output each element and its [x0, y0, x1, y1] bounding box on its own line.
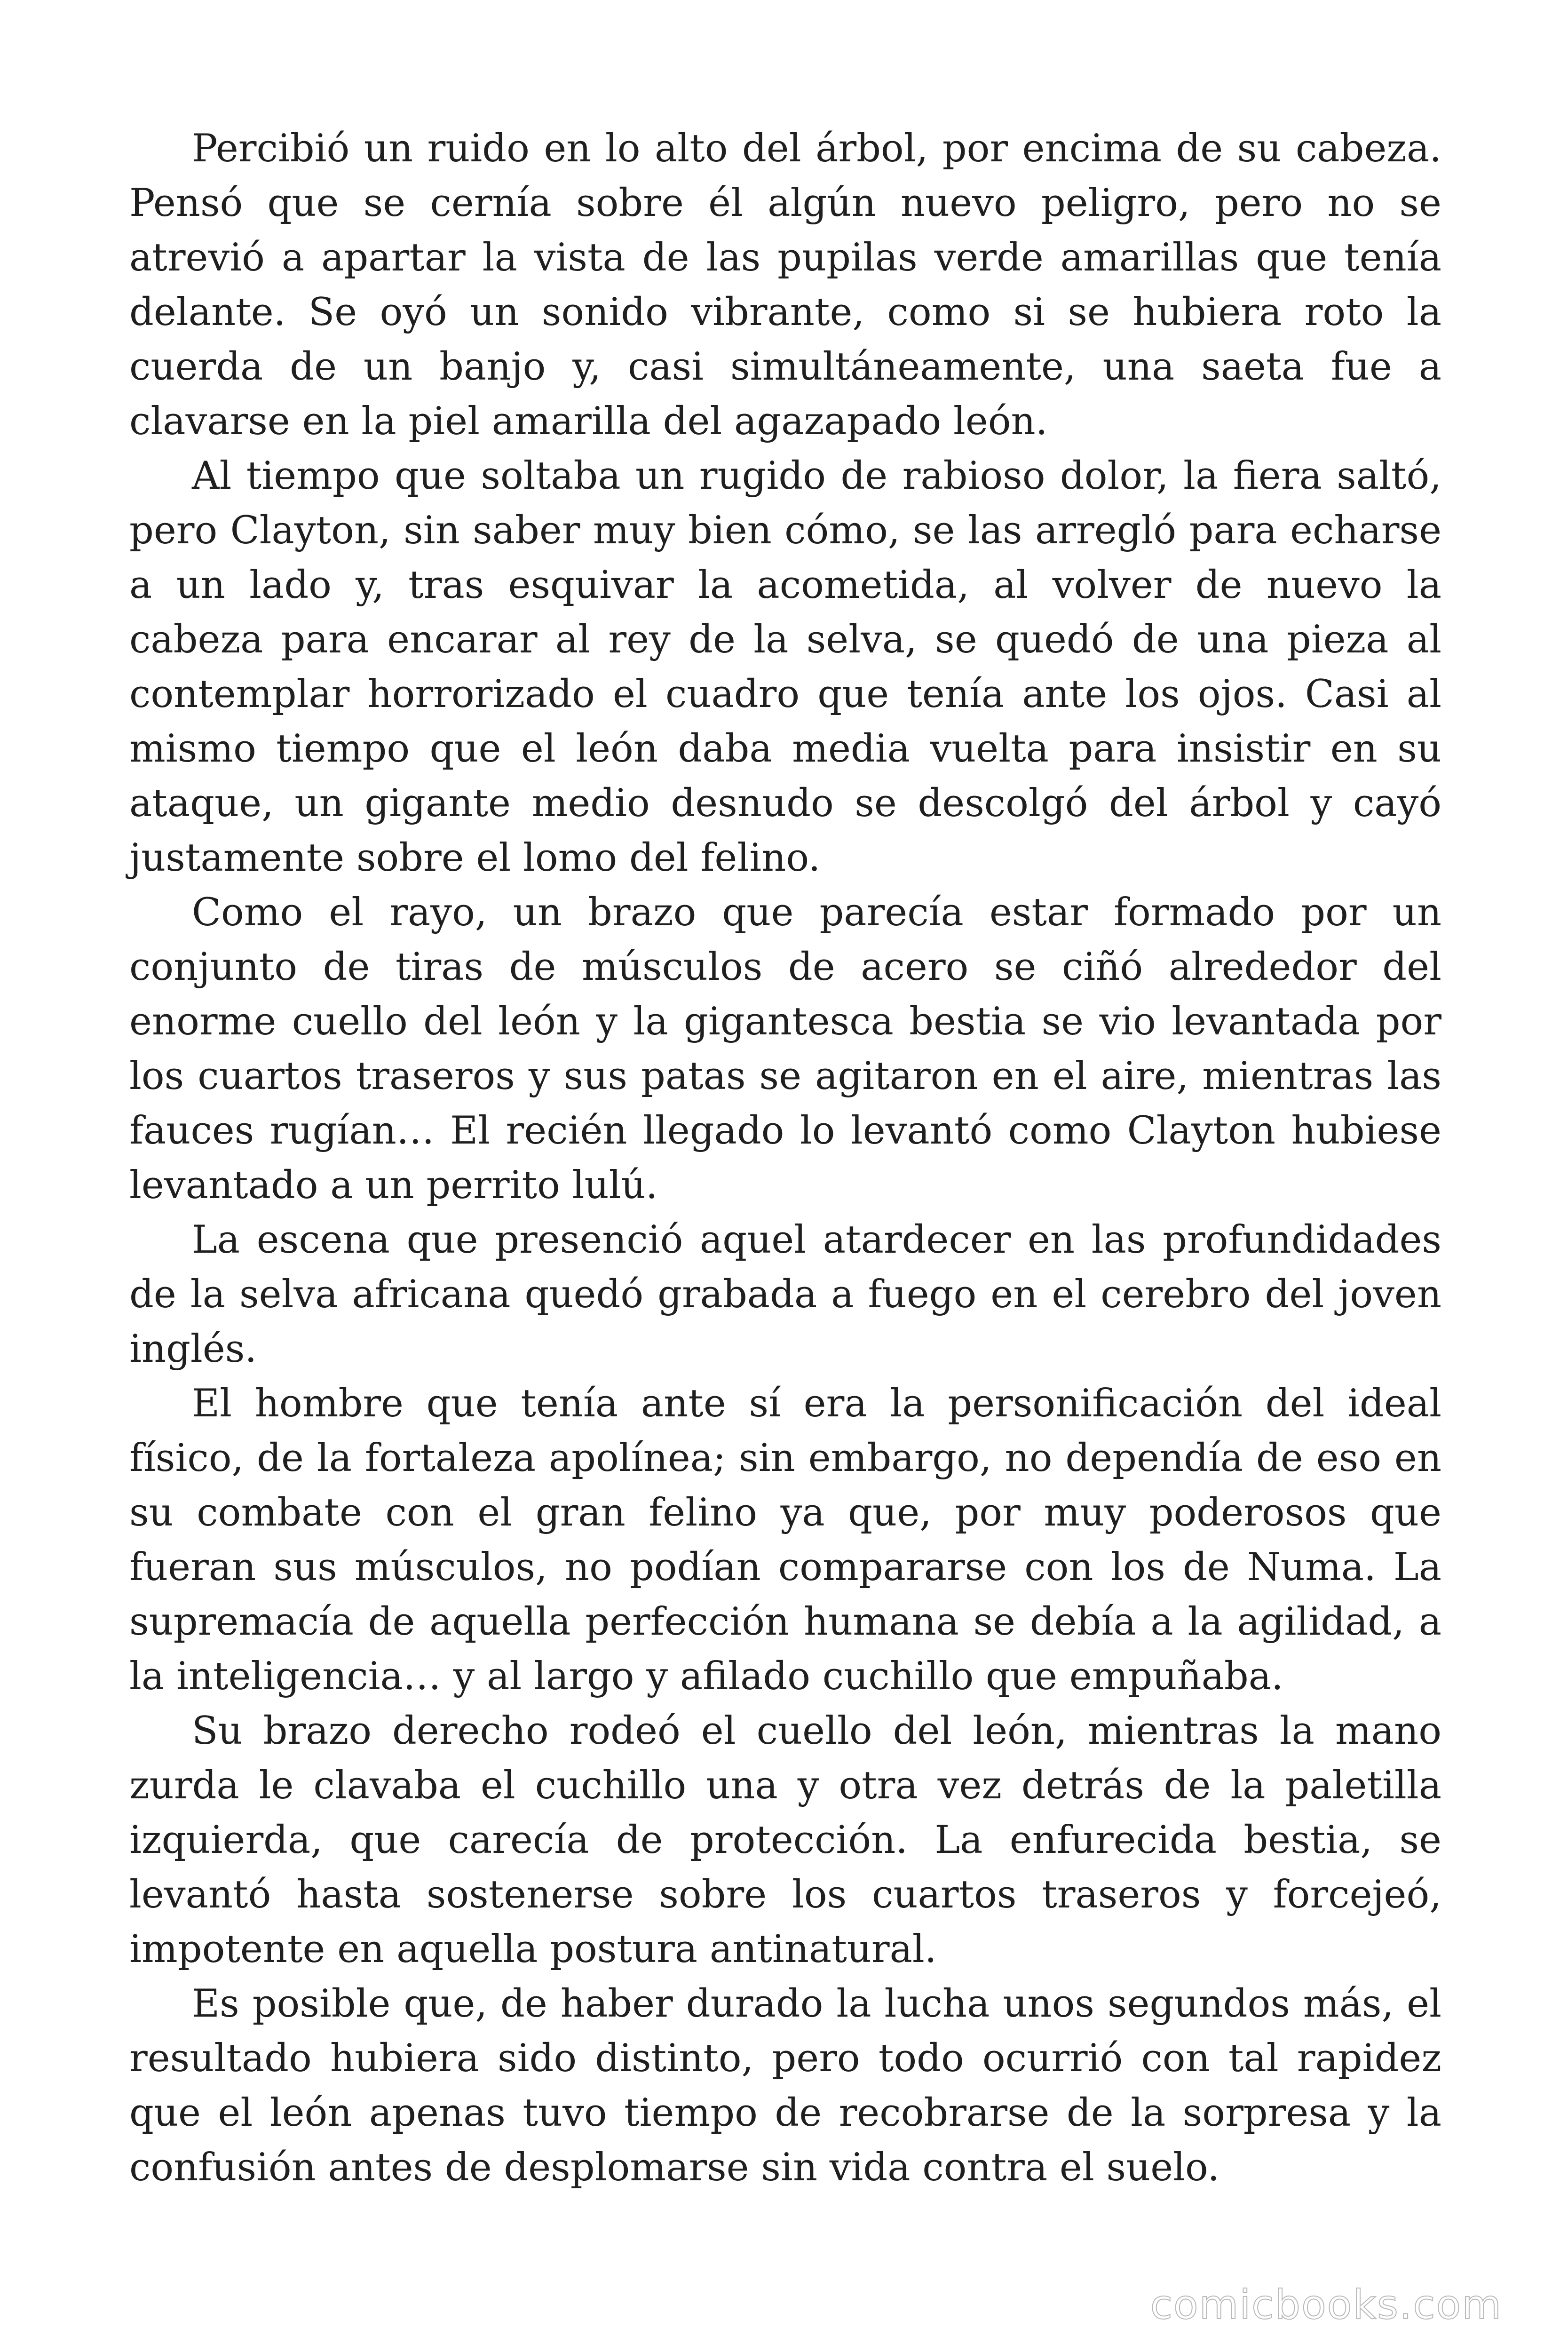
paragraph-2: Al tiempo que soltaba un rugido de rabioso dolor, la fiera saltó, pero Clayton, sin saber muy bien cómo, se las arregló para echarse a un lado y, tras esquivar la acometida, al volver de nuevo la cabeza para encarar al rey de la selva, se quedó de una pieza al contemplar horrorizado el cuadro que tenía ante los ojos. Casi al mismo tiempo que el león daba media vuelta para insistir en su ataque, un gigante medio desnudo se descolgó del árbol y cayó justamente sobre el lomo del felino.: [129, 454, 1441, 880]
body-text: [129, 121, 1441, 2195]
paragraph-7: Es posible que, de haber durado la lucha unos segundos más, el resultado hubiera sido distinto, pero todo ocurrió con tal rapidez que el león apenas tuvo tiempo de recobrarse de la sorpresa y la confusión antes de desplomarse sin vida contra el suelo.: [129, 1982, 1441, 2190]
paragraph-5: El hombre que tenía ante sí era la personificación del ideal físico, de la fortaleza apolínea; sin embargo, no dependía de eso en su combate con el gran felino ya que, por muy poderosos que fueran sus músculos, no podían compararse con los de Numa. La supremacía de aquella perfección humana se debía a la agilidad, a la inteligencia… y al largo y afilado cuchillo que empuñaba.: [129, 1382, 1441, 1699]
watermark: comicbooks.com: [1150, 2281, 1502, 2328]
paragraph-1: Percibió un ruido en lo alto del árbol, por encima de su cabeza. Pensó que se cernía sobre él algún nuevo peligro, pero no se atrevió a apartar la vista de las pupilas verde amarillas que tenía delante. Se oyó un sonido vibrante, como si se hubiera roto la cuerda de un banjo y, casi simultáneamente, una saeta fue a clavarse en la piel amarilla del agazapado león.: [129, 127, 1441, 444]
paragraph-4: La escena que presenció aquel atardecer en las profundidades de la selva africana quedó grabada a fuego en el cerebro del joven inglés.: [129, 1218, 1441, 1371]
paragraph-6: Su brazo derecho rodeó el cuello del león, mientras la mano zurda le clavaba el cuchillo una y otra vez detrás de la paletilla izquierda, que carecía de protección. La enfurecida bestia, se levantó hasta sostenerse sobre los cuartos traseros y forcejeó, impotente en aquella postura antinatural.: [129, 1709, 1441, 1971]
paragraph-3: Como el rayo, un brazo que parecía estar formado por un conjunto de tiras de músculos de acero se ciñó alrededor del enorme cuello del león y la gigantesca bestia se vio levantada por los cuartos traseros y sus patas se agitaron en el aire, mientras las fauces rugían… El recién llegado lo levantó como Clayton hubiese levantado a un perrito lulú.: [129, 890, 1441, 1208]
